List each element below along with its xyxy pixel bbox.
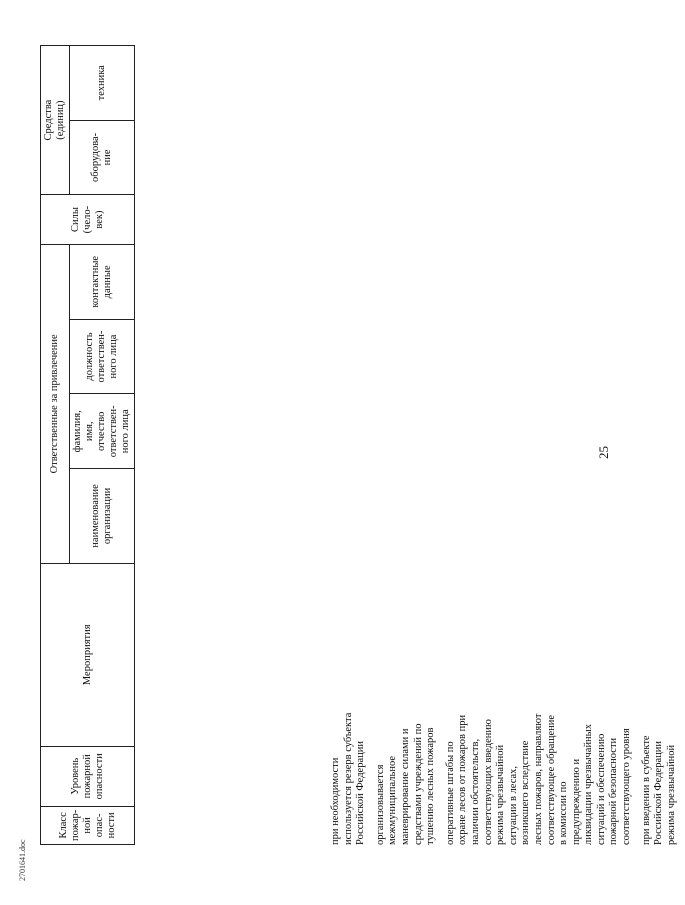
header-position: должность ответствен- ного лица [70, 319, 135, 394]
measure-block-3: оперативные штабы по охране лесов от пожаров при наличии обстоятельств, соответствующих введению режима чрезвычайной ситуации в лесах, возникшего вследствие лесных пожаров, направляют соответствующее обращение в комиссии по предупреждению и ликвидации чрезвычайных ситуаций и обеспечению пожарной безопасности соответствующего уровня [444, 713, 633, 845]
header-level: Уровень пожарной опасности [41, 746, 135, 806]
header-contacts: контактные данные [70, 244, 135, 319]
header-means: Средства (единиц) [41, 46, 70, 195]
header-table [40, 45, 135, 845]
page-number: 25 [596, 446, 611, 459]
header-org-name: наименование организации [70, 469, 135, 564]
document-filename: 2701641.doc [18, 839, 27, 881]
measures-text [330, 605, 685, 845]
header-forces: Силы (чело- век) [41, 195, 135, 245]
header-fio: фамилия, имя, отчество ответствен- ного лица [70, 394, 135, 469]
header-technics: техника [70, 46, 135, 121]
measure-block-2: организовывается межмуниципальное маневрирование силами и средствами учреждений по тушению лесных пожаров [374, 723, 437, 845]
measure-block-4: при введении в субъекте Российской Федерации режима чрезвычайной [640, 735, 677, 845]
header-class: Класс пожар- ной опас- ности [41, 806, 135, 844]
header-responsible: Ответственные за привлечение [41, 244, 70, 563]
header-measures: Мероприятия [41, 563, 135, 746]
measure-block-1: при необходимости используется резерв субъекта Российской Федерации [330, 712, 367, 845]
header-equipment: оборудова- ние [70, 120, 135, 195]
